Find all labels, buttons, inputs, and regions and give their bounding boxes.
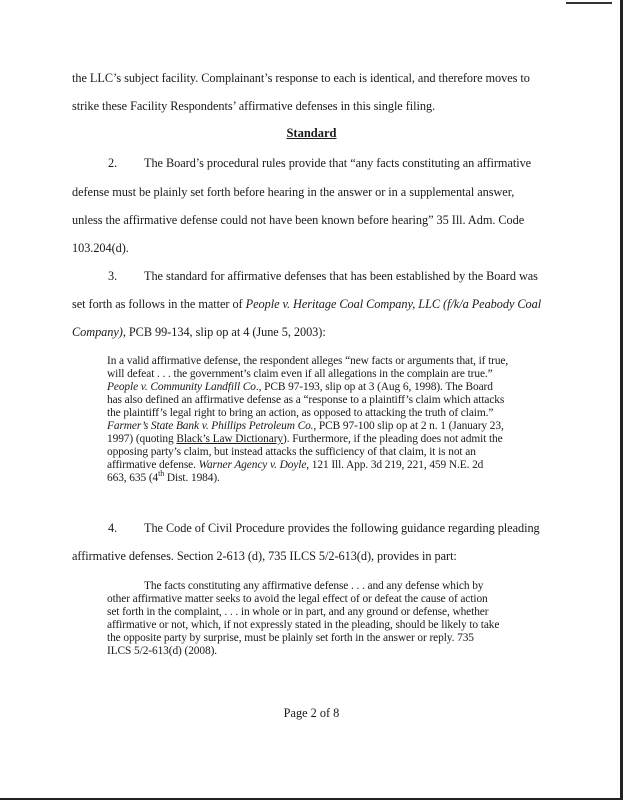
paragraph-number: 3. [108,269,118,283]
quote-line: has also defined an affirmative defense as a “response to a plaintiff’s claim which attacks [107,394,505,406]
quote-line [107,469,220,485]
body-line: The Code of Civil Procedure provides the following guidance regarding pleading [144,521,540,535]
quote-line [107,433,503,446]
section-heading: Standard [286,126,337,140]
quote-line: the opposite party by surprise, must be plainly set forth in the answer or reply. 735 [107,632,474,644]
scan-mark [566,2,612,4]
body-line: the LLC’s subject facility. Complainant’s response to each is identical, and therefore moves to [72,71,530,85]
quote-line: ILCS 5/2-613(d) (2008). [107,645,218,657]
body-line: The Board’s procedural rules provide that “any facts constituting an affirmative [144,156,532,170]
body-line: strike these Facility Respondents’ affirmative defenses in this single filing. [72,99,436,113]
quote-line [107,381,493,394]
quote-text: Dist. 1984). [164,472,220,484]
case-citation: Warner Agency v. Doyle [198,459,307,471]
quote-line: the plaintiff’s legal right to bring an action, as opposed to attacking the truth of claim.” [107,407,494,419]
quote-text: ., PCB 97-193, slip op at 3 (Aug 6, 1998). The Board [255,381,493,393]
ordinal-suffix: th [158,469,165,479]
quote-line [107,420,504,433]
quote-line: The facts constituting any affirmative defense . . . and any defense which by [144,580,484,592]
paragraph-number: 2. [108,156,118,170]
case-citation: People v. Heritage Coal Company, LLC (f/k/a Peabody Coal [245,297,542,311]
page-number: Page 2 of 8 [283,706,340,720]
paragraph-number: 4. [108,521,118,535]
quote-text: , 121 Ill. App. 3d 219, 221, 459 N.E. 2d [306,459,484,471]
body-line: 103.204(d). [72,241,129,255]
body-line [72,324,326,340]
body-line: defense must be plainly set forth before hearing in the answer or in a supplemental answer, [72,185,515,199]
quote-text: affirmative defense. [107,459,199,471]
quote-text: ). Furthermore, if the pleading does not admit the [283,433,503,445]
quote-line: set forth in the complaint, . . . in whole or in part, and any ground or defense, whether [107,606,489,618]
quote-line: In a valid affirmative defense, the respondent alleges “new facts or arguments that, if true, [107,355,509,367]
case-citation: People v. Community Landfill Co [107,381,256,393]
body-text: set forth as follows in the matter of [72,297,246,311]
body-line: The standard for affirmative defenses that has been established by the Board was [144,269,538,283]
body-line: affirmative defenses. Section 2-613 (d), 735 ILCS 5/2-613(d), provides in part: [72,549,457,563]
dictionary-citation: Black’s Law Dictionary [176,433,283,445]
body-text: , PCB 99-134, slip op at 4 (June 5, 2003): [122,325,326,339]
quote-text: 663, 635 (4 [107,472,159,484]
quote-line: opposing party’s claim, but instead attacks the sufficiency of that claim, it is not an [107,446,476,458]
quote-line: other affirmative matter seeks to avoid the legal effect of or defeat the cause of action [107,593,488,605]
quote-text: 1997) (quoting [107,433,177,445]
case-citation: Farmer’s State Bank v. Phillips Petroleum Co. [107,420,314,432]
quote-line: affirmative or not, which, if not expressly stated in the pleading, should be likely to take [107,619,500,631]
body-line: unless the affirmative defense could not have been known before hearing” 35 Ill. Adm. Code [72,213,525,227]
quote-line: will defeat . . . the government’s claim even if all allegations in the complain are true.” [107,368,493,380]
quote-text: , PCB 97-100 slip op at 2 n. 1 (January 23, [313,420,504,432]
body-line [72,296,541,312]
case-citation: Company) [72,325,123,339]
